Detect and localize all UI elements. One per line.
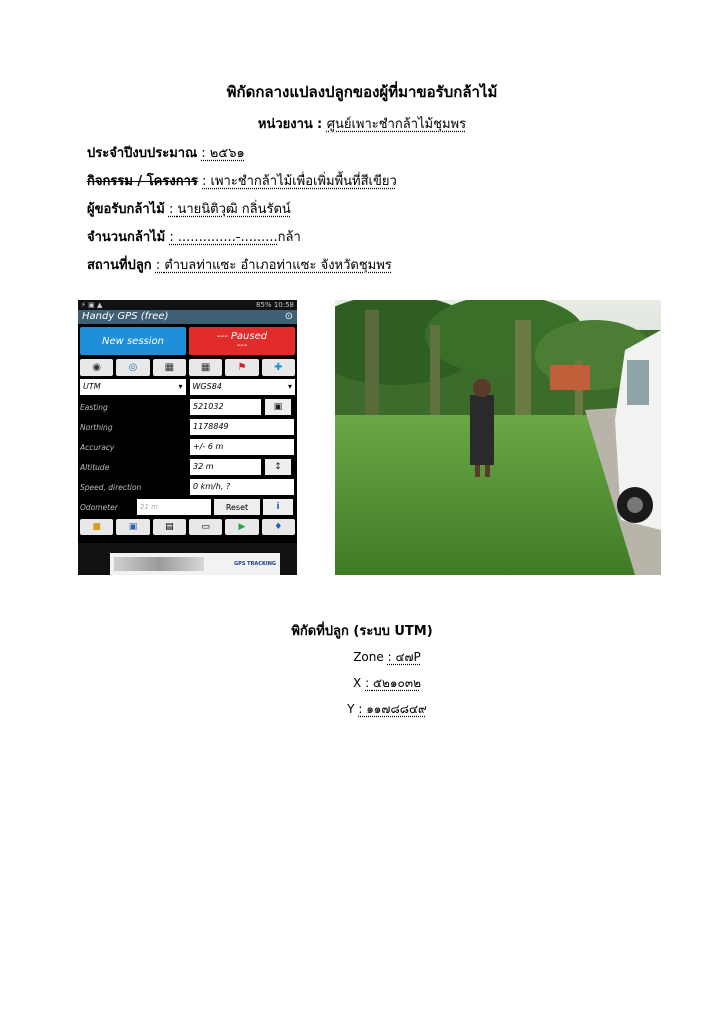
reset-button[interactable]: Reset xyxy=(214,499,260,515)
status-time: 10:58 xyxy=(273,301,294,309)
keyboard-icon[interactable]: ▭ xyxy=(189,519,222,535)
altitude-value: 32 m xyxy=(190,459,261,475)
save-icon[interactable]: ▣ xyxy=(116,519,149,535)
planting-location-line: สถานที่ปลูก : ตำบลท่าแซะ อำเภอท่าแซะ จังหวัดชุมพร xyxy=(87,258,392,273)
bottom-toolbar xyxy=(78,543,297,575)
projection-select[interactable]: UTM ▾ xyxy=(80,379,186,395)
odometer-label: Odometer xyxy=(80,502,118,512)
ad-text: GPS TRACKING xyxy=(234,561,276,567)
speed-label: Speed, direction xyxy=(80,482,142,492)
phone-status-bar xyxy=(78,300,297,310)
easting-row xyxy=(78,397,297,417)
y-line: Y : ๑๑๗๘๘๔๙ xyxy=(347,702,427,716)
y-label: Y xyxy=(347,702,355,716)
x-label: X xyxy=(353,676,362,690)
compass-icon[interactable]: ◎ xyxy=(116,359,149,376)
odometer-value: 21 m xyxy=(137,499,211,515)
zone-value: ๔๗P xyxy=(395,650,421,664)
paused-label: --- Paused xyxy=(216,331,268,342)
requester-line: ผู้ขอรับกล้าไม้ : นายนิติวุฒิ กลิ่นรัตน์ xyxy=(87,202,291,217)
project-line: กิจกรรม / โครงการ : เพาะชำกล้าไม้เพื่อเพิ่มพื้นที่สีเขียว xyxy=(87,174,397,189)
seedling-count-unit: กล้า xyxy=(277,230,301,245)
northing-value: 1178849 xyxy=(190,419,294,435)
advertisement-banner[interactable] xyxy=(110,553,280,575)
requester-label: ผู้ขอรับกล้าไม้ xyxy=(87,202,165,217)
seedling-count-label: จำนวนกล้าไม้ xyxy=(87,230,166,245)
easting-label: Easting xyxy=(80,402,108,412)
dropdown-arrow-icon: ▾ xyxy=(178,382,183,391)
accuracy-row xyxy=(78,437,297,457)
dropdown-arrow-icon: ▾ xyxy=(287,382,292,391)
add-icon[interactable]: ✚ xyxy=(262,359,295,376)
y-value: ๑๑๗๘๘๔๙ xyxy=(366,702,427,716)
accuracy-label: Accuracy xyxy=(80,442,115,452)
accuracy-value: +/- 6 m xyxy=(190,439,294,455)
project-value: เพาะชำกล้าไม้เพื่อเพิ่มพื้นที่สีเขียว xyxy=(210,174,397,189)
northing-row xyxy=(78,417,297,437)
play-icon[interactable]: ▶ xyxy=(225,519,258,535)
seedling-count-line: จำนวนกล้าไม้ : ..............-.........กล้า xyxy=(87,230,301,245)
menu-chevron-icon[interactable]: ⊙ xyxy=(284,311,293,322)
odometer-row xyxy=(78,497,297,517)
fiscal-year-label: ประจำปีงบประมาณ xyxy=(87,146,198,161)
paused-button[interactable] xyxy=(189,327,295,355)
copy-icon[interactable]: ▣ xyxy=(265,399,291,415)
speed-value: 0 km/h, ? xyxy=(190,479,294,495)
northing-label: Northing xyxy=(80,422,113,432)
agency-label: หน่วยงาน xyxy=(257,117,313,132)
zone-line: Zone : ๔๗P xyxy=(353,650,421,664)
gps-app-screenshot xyxy=(78,300,297,575)
fiscal-year-line: ประจำปีงบประมาณ : ๒๕๖๑ xyxy=(87,146,245,161)
paused-sub: --- xyxy=(236,340,248,351)
agency-value: ศูนย์เพาะชำกล้าไม้ชุมพร xyxy=(326,117,467,132)
requester-value: นายนิติวุฒิ กลิ่นรัตน์ xyxy=(177,202,291,217)
map-icon[interactable]: ▦ xyxy=(153,359,186,376)
folder-icon[interactable]: ■ xyxy=(80,519,113,535)
app-title-bar xyxy=(78,310,297,324)
agency-line: หน่วยงาน : ศูนย์เพาะชำกล้าไม้ชุมพร xyxy=(257,117,467,132)
zone-label: Zone xyxy=(353,650,384,664)
easting-value: 521032 xyxy=(190,399,261,415)
planting-site-photo xyxy=(335,300,661,575)
speed-row xyxy=(78,477,297,497)
flashlight-icon[interactable]: ♦ xyxy=(262,519,295,535)
truck-image xyxy=(114,557,204,571)
field-photo-drawing xyxy=(335,300,661,575)
planting-location-value: ตำบลท่าแซะ อำเภอท่าแซะ จังหวัดชุมพร xyxy=(164,258,392,273)
altitude-row xyxy=(78,457,297,477)
project-label: กิจกรรม / โครงการ xyxy=(87,174,198,189)
seedling-count-value: - xyxy=(235,230,241,245)
fiscal-year-value: ๒๕๖๑ xyxy=(209,146,245,161)
info-icon[interactable]: i xyxy=(263,499,293,515)
altitude-toggle-icon[interactable]: ↕ xyxy=(265,459,291,475)
eye-icon[interactable]: ◉ xyxy=(80,359,113,376)
document-title: พิกัดกลางแปลงปลูกของผู้ที่มาขอรับกล้าไม้ xyxy=(226,83,498,101)
android-status-icons: ⚡ ▣ ▲ xyxy=(81,301,103,309)
flag-icon[interactable]: ⚑ xyxy=(225,359,258,376)
planting-location-label: สถานที่ปลูก xyxy=(87,258,152,273)
app-title: Handy GPS (free) xyxy=(82,311,169,322)
altitude-label: Altitude xyxy=(80,462,110,472)
x-line: X : ๕๒๑๐๓๒ xyxy=(353,676,421,690)
x-value: ๕๒๑๐๓๒ xyxy=(372,676,421,690)
coordinates-title: พิกัดที่ปลูก (ระบบ UTM) xyxy=(291,624,433,639)
trash-icon[interactable]: ▤ xyxy=(153,519,186,535)
status-battery: 85% xyxy=(256,301,272,309)
datum-select[interactable]: WGS84 ▾ xyxy=(190,379,296,395)
new-session-button[interactable]: New session xyxy=(80,327,186,355)
map-layers-icon[interactable]: ▦ xyxy=(189,359,222,376)
